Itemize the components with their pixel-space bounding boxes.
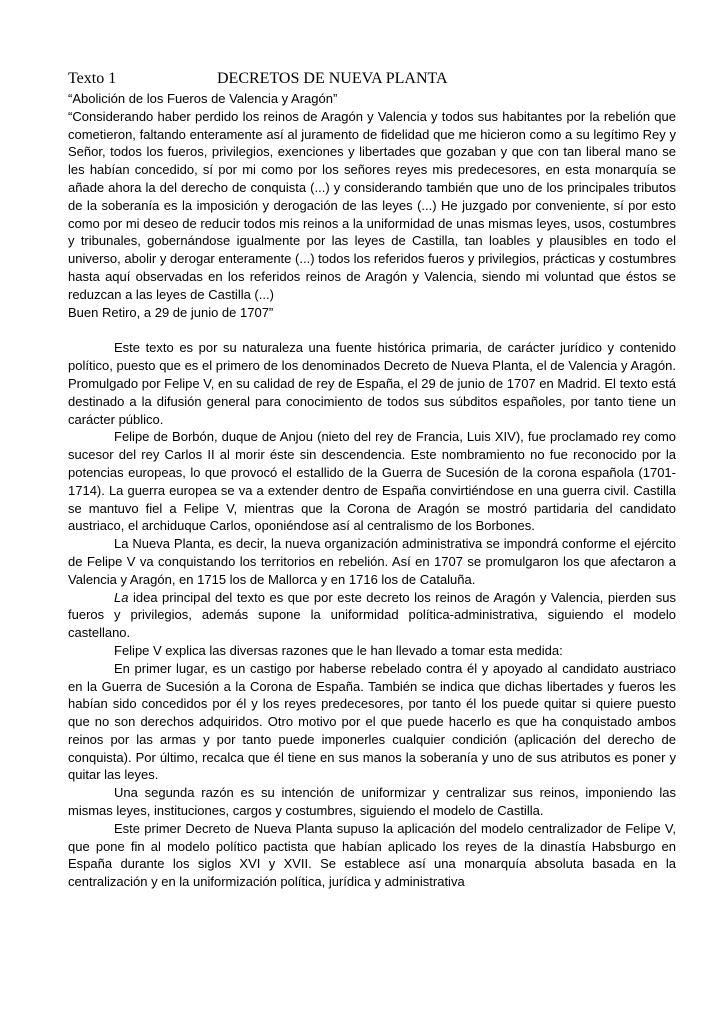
paragraph-4-text: idea principal del texto es que por este decreto los reinos de Aragón y Valencia, pierden sus fueros y privilegios, además supone la uniformidad política-administrativa, siguiendo el modelo castellano. [68,589,676,641]
source-place-date: Buen Retiro, a 29 de junio de 1707” [68,304,274,320]
header-row [68,70,676,88]
paragraph-8: Este primer Decreto de Nueva Planta supuso la aplicación del modelo centralizador de Felipe V, que pone fin al modelo político pactista que habían aplicado los reyes de la dinastía Habsburgo en España durante los siglos XVI y XVII. Se establece así una monarquía absoluta basada en la centralización y en la uniformización política, jurídica y administrativa [68,820,676,890]
document-page [68,70,676,891]
source-subtitle: “Abolición de los Fueros de Valencia y Aragón” [68,91,338,106]
paragraph-3: La Nueva Planta, es decir, la nueva organización administrativa se impondrá conforme el ejército de Felipe V va conquistando los territorios en rebelión. Así en 1707 se promulgaron los que afectaron a Valencia y Aragón, en 1715 los de Mallorca y en 1716 los de Cataluña. [68,536,676,587]
paragraph-6: En primer lugar, es un castigo por haberse rebelado contra él y apoyado al candidato austriaco en la Guerra de Sucesión a la Corona de España. También se indica que dichas libertades y fueros les habían sido concedidos por él y los reyes predecesores, por tanto él los puede quitar si quiere puesto que no son derechos adquiridos. Otro motivo por el que puede hacerlo es que ha conquistado ambos reinos por las armas y por tanto puede imponerles cualquier condición (aplicación del derecho de conquista). Por último, recalca que él tiene en sus manos la soberanía y uno de sus atributos es poner y quitar las leyes. [68,660,676,783]
document-title: DECRETOS DE NUEVA PLANTA [217,70,448,87]
commentary [68,339,676,891]
paragraph-4 [68,589,676,642]
source-quote: “Considerando haber perdido los reinos de Aragón y Valencia y todos sus habitantes por la rebelión que cometieron, faltando enteramente así al juramento de fidelidad que me hicieron como a su legítimo Rey y Señor, todos los fueros, privilegios, exenciones y libertades que gozaban y que con tan liberal mano se les habían concedido, sí por mi como por los señores reyes mis predecesores, en esta monarquía se añade ahora la del derecho de conquista (...) y considerando también que uno de los principales tributos de la soberanía es la imposición y derogación de las leyes (...) He juzgado por conveniente, sí por esto como por mi deseo de reducir todos mis reinos a la uniformidad de unas mismas leyes, usos, costumbres y tribunales, gobernándose igualmente por las leyes de Castilla, tan loables y plausibles en todo el universo, abolir y derogar enteramente (...) todos los referidos fueros y privilegios, prácticas y costumbres hasta aquí observadas en los referidos reinos de Aragón y Valencia, siendo mi voluntad que éstos se reduzcan a las leyes de Castilla (...) [68,108,676,302]
paragraph-2: Felipe de Borbón, duque de Anjou (nieto del rey de Francia, Luis XIV), fue proclamado rey como sucesor del rey Carlos II al morir éste sin descendencia. Este nombramiento no fue reconocido por la potencias europeas, lo que provocó el estallido de la Guerra de Sucesión de la corona española (1701- 1714). La guerra europea se va a extender dentro de España convirtiéndose en una guerra civil. Castilla se mantuvo fiel a Felipe V, mientras que la Corona de Aragón se mostró partidaria del candidato austriaco, el archiduque Carlos, oponiéndose así al centralismo de los Borbones. [68,429,676,534]
paragraph-5: Felipe V explica las diversas razones que le han llevado a tomar esta medida: [114,642,563,658]
paragraph-1: Este texto es por su naturaleza una fuente histórica primaria, de carácter jurídico y contenido político, puesto que es el primero de los denominados Decreto de Nueva Planta, el de Valencia y Aragón. Promulgado por Felipe V, en su calidad de rey de España, el 29 de junio de 1707 en Madrid. El texto está destinado a la difusión general para conocimiento de todos sus súbditos españoles, por tanto tiene un carácter público. [68,340,676,427]
paragraph-7: Una segunda razón es su intención de uniformizar y centralizar sus reinos, imponiendo las mismas leyes, instituciones, cargos y costumbres, siguiendo el modelo de Castilla. [68,785,676,819]
text-label: Texto 1 [68,70,117,87]
paragraph-4-italic: La [114,589,129,605]
